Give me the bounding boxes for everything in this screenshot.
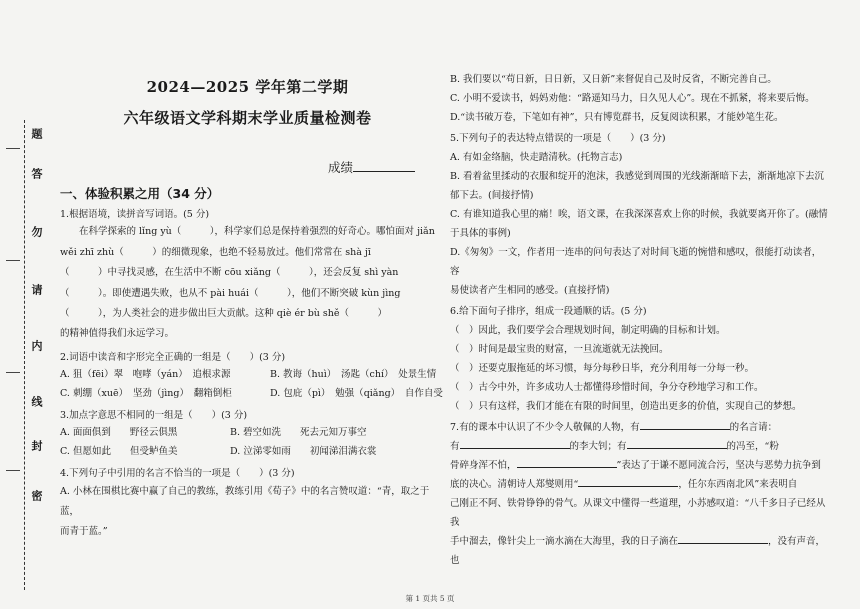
option-c[interactable]: C. 刺绷（xuē） 坚劲（jìng） 翻箱倒柜	[60, 388, 232, 400]
section-heading: 一、体验积累之用（34 分）	[60, 186, 220, 201]
option-c[interactable]: C. 但愿如此 但受鲈鱼美	[60, 446, 178, 458]
binding-char-2: 答	[30, 168, 43, 179]
question-5-option-a[interactable]: A. 有如金络脑，快走踏清秋。(托物言志)	[450, 152, 623, 163]
question-6-item[interactable]: （ ）时间是最宝贵的财富，一旦流逝就无法挽回。	[450, 344, 669, 355]
question-4-option-a-cont: 而青于蓝。”	[60, 526, 108, 538]
question-7-text: 底的决心。清朝诗人郑燮则用“	[450, 479, 579, 490]
question-5-option-c-cont: 于具体的事例)	[450, 228, 511, 239]
binding-char-7: 封	[30, 440, 43, 451]
question-4-stem: 4.下列句子中引用的名言不恰当的一项是（ ）(3 分)	[60, 468, 295, 480]
question-4-option-c[interactable]: C. 小明不爱读书，妈妈劝他：“路遥知马力，日久见人心”。现在不抓紧，将来要后悔。	[450, 93, 815, 104]
score-label: 成绩	[327, 160, 353, 175]
score-blank[interactable]	[353, 159, 415, 172]
answer-blank[interactable]	[517, 457, 617, 468]
option-b[interactable]: B. 碧空如洗 死去元知万事空	[230, 427, 367, 439]
question-7-text: 7.有的课本中认识了不少令人敬佩的人物，有	[450, 422, 640, 433]
question-1-line: wěi zhī zhù（ ）的细微现象，也绝不轻易放过。他们常常在 shà jī	[60, 246, 371, 258]
option-d[interactable]: D. 泣涕零如雨 初闻涕泪满衣裳	[230, 446, 377, 458]
question-6-item[interactable]: （ ）只有这样，我们才能在有限的时间里，创造出更多的价值，实现自己的梦想。	[450, 401, 802, 412]
question-7-text: 手中溜去，像针尖上一滴水滴在大海里，我的日子滴在	[450, 536, 679, 547]
question-1-line: （ ）。即使遭遇失败，也从不 pài huái（ ），他们不断突破 kùn jìng	[60, 287, 401, 299]
page-footer: 第 1 页共 5 页	[405, 594, 455, 603]
question-4-option-d[interactable]: D.“读书破万卷，下笔如有神”，只有博览群书，反复阅读积累，才能妙笔生花。	[450, 112, 784, 123]
question-5-option-d[interactable]: D.《匆匆》一文，作者用一连串的问句表达了对时间飞逝的惋惜和感叹，很能打动读者，容	[450, 247, 822, 277]
question-7-text: 的名言请：	[729, 422, 778, 433]
answer-blank[interactable]	[678, 533, 768, 544]
question-1-line: 的精神值得我们永远学习。	[60, 328, 175, 340]
binding-char-3: 勿	[30, 226, 43, 237]
score-row	[60, 158, 435, 176]
question-5-option-b-cont: 郁下去。(间接抒情)	[450, 190, 534, 201]
question-2-stem: 2.词语中读音和字形完全正确的一组是（ ）(3 分)	[60, 351, 286, 363]
question-6-item[interactable]: （ ）还要克服拖延的坏习惯，每分每秒日毕，充分利用每一分每一秒。	[450, 363, 755, 374]
question-2-options-row	[60, 365, 435, 384]
binding-char-5: 内	[30, 340, 43, 351]
question-7-line	[450, 418, 830, 437]
question-4-option-a[interactable]: A. 小林在围棋比赛中赢了自己的教练，教练引用《荀子》中的名言赞叹道：“青，取之于蓝，	[60, 485, 430, 517]
question-7-line	[450, 437, 830, 456]
question-5-stem: 5.下列句子的表达特点错误的一项是（ ）(3 分)	[450, 133, 666, 144]
question-1-line: 在科学探索的 lǐng yù（ ），科学家们总是保持着强烈的好奇心。哪怕面对 jiǎn	[79, 226, 435, 238]
binding-dashed-line	[24, 120, 25, 590]
binding-char-4: 请	[30, 284, 43, 295]
question-7-line: 己刚正不阿、铁骨铮铮的骨气。从课文中懂得一些道理，小苏感叹道：“八千多日子已经从我	[450, 498, 826, 528]
question-7-text: ，任尔东西南北风”来表明自	[678, 479, 798, 490]
question-7-line	[450, 475, 830, 494]
question-3-options-row	[60, 442, 435, 461]
binding-strip	[0, 0, 46, 609]
option-b[interactable]: B. 教诲（huì） 汤匙（chí） 处景生情	[270, 369, 437, 381]
binding-char-6: 线	[30, 396, 43, 407]
binding-char-8: 密	[30, 490, 43, 501]
answer-blank[interactable]	[578, 476, 678, 487]
binding-char-1: 题	[30, 128, 43, 139]
question-2-options-row	[60, 384, 443, 403]
question-3-options-row	[60, 423, 435, 442]
question-7-text: ，没有声音，也	[450, 536, 826, 566]
question-5-option-b[interactable]: B. 看着盆里揉动的衣服和绽开的泡沫，我感觉到周围的光线渐渐暗下去，渐渐地凉下去沉	[450, 171, 825, 182]
question-4-option-b[interactable]: B. 我们要以“苟日新，日日新，又日新”来督促自己及时反省，不断完善自己。	[450, 74, 777, 85]
question-7-text: 的李大钊；有	[569, 441, 627, 452]
option-a[interactable]: A. 狙（fēi）翠 咆哮（yán） 追根求源	[60, 369, 231, 381]
question-7-text: ”表达了于谦不愿同流合污，坚决与恶势力抗争到	[616, 460, 821, 471]
binding-tick	[6, 372, 20, 373]
question-6-item[interactable]: （ ）古今中外，许多成功人士都懂得珍惜时间，争分夺秒地学习和工作。	[450, 382, 764, 393]
question-7-text: 骨碎身浑不怕，	[450, 460, 517, 471]
answer-blank[interactable]	[460, 438, 570, 449]
answer-blank[interactable]	[627, 438, 727, 449]
binding-tick	[6, 470, 20, 471]
question-3-stem: 3.加点字意思不相同的一组是（ ）(3 分)	[60, 410, 248, 422]
left-column	[60, 76, 443, 543]
question-6-stem: 6.给下面句子排序，组成一段通顺的话。(5 分)	[450, 306, 647, 317]
question-7-text: 有	[450, 441, 460, 452]
question-7-text: 的冯至，“粉	[726, 441, 779, 452]
option-d[interactable]: D. 包庇（pì） 勉强（qiǎng） 自作自受	[270, 388, 443, 400]
question-5-option-d-cont: 易使读者产生相同的感受。(直接抒情)	[450, 285, 610, 296]
option-a[interactable]: A. 面面俱到 野径云俱黑	[60, 427, 178, 439]
question-1-line: （ ）中寻找灵感，在生活中不断 cōu xiǎng（ ），还会反复 shì yàn	[60, 267, 399, 279]
answer-blank[interactable]	[640, 419, 730, 430]
question-1-line: （ ），为人类社会的进步做出巨大贡献。这种 qiè ér bù shě（ ）	[60, 307, 388, 319]
question-1-stem: 1.根据语境，读拼音写词语。(5 分)	[60, 209, 210, 220]
exam-title-line2: 六年级语文学科期末学业质量检测卷	[123, 109, 372, 127]
binding-tick	[6, 148, 20, 149]
exam-title-line1: 2024—2025 学年第二学期	[146, 78, 349, 96]
question-5-option-c[interactable]: C. 有谁知道我心里的痛！唉，语文课，在我深深喜欢上你的时候，我就要离开你了。(融情	[450, 209, 828, 220]
question-7-line	[450, 456, 830, 475]
question-6-item[interactable]: （ ）因此，我们要学会合理规划时间，制定明确的目标和计划。	[450, 325, 726, 336]
question-7-line	[450, 532, 830, 570]
right-column	[450, 70, 830, 570]
binding-tick	[6, 260, 20, 261]
